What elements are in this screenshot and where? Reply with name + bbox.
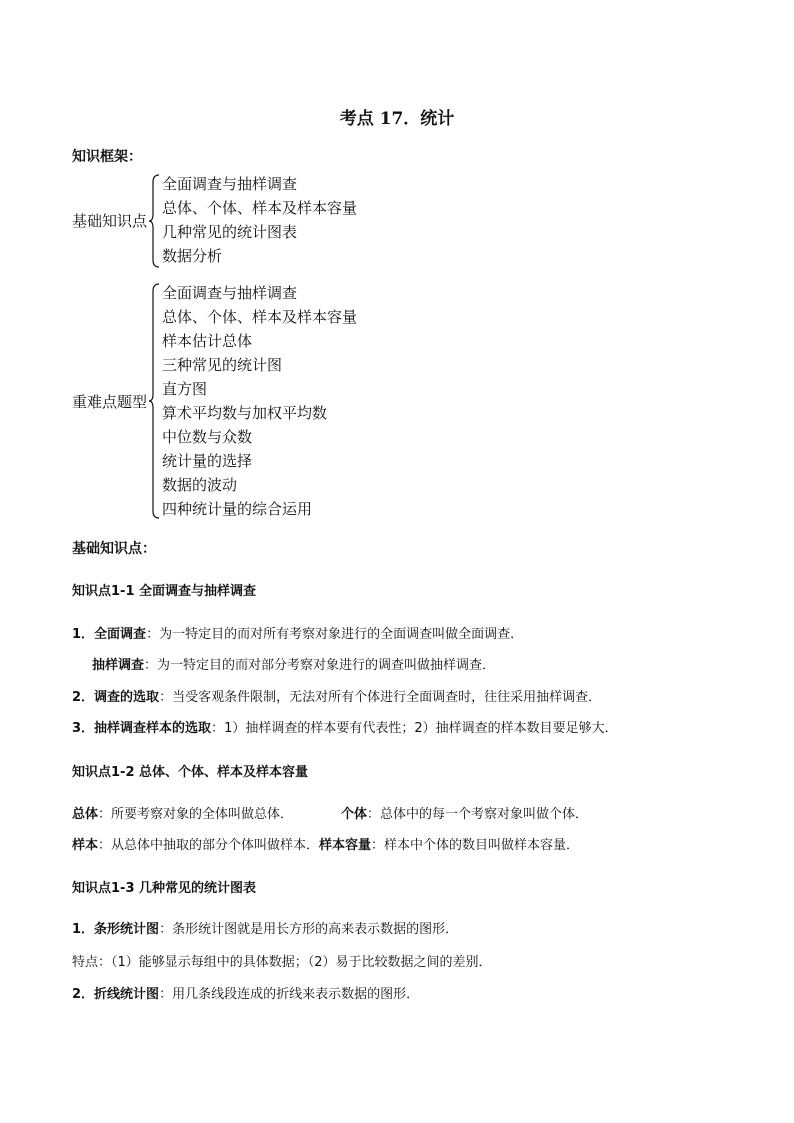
framework-heading: 知识框架：: [72, 149, 142, 165]
paragraph: 1．条形统计图：条形统计图就是用长方形的高来表示数据的图形．: [72, 922, 459, 937]
basic-brace-block: [72, 172, 472, 272]
curly-brace-icon: [148, 283, 160, 519]
paragraph: 样本：从总体中抽取的部分个体叫做样本．样本容量：样本中个体的数目叫做样本容量．: [72, 838, 580, 853]
term: 总体: [72, 807, 99, 822]
paragraph: 3．抽样调查样本的选取：1）抽样调查的样本要有代表性；2）抽样调查的样本数目要足够大．: [72, 721, 618, 736]
term: 条形统计图: [94, 922, 160, 937]
curly-brace-icon: [148, 174, 160, 268]
key-brace-block: [72, 281, 472, 525]
list-item: 三种常见的统计图: [162, 356, 283, 374]
paragraph: 1．全面调查：为一特定目的而对所有考察对象进行的全面调查叫做全面调查．: [72, 627, 524, 642]
section-heading-1-2: 知识点1-2 总体、个体、样本及样本容量: [72, 765, 309, 780]
paragraph: 2．折线统计图：用几条线段连成的折线来表示数据的图形．: [72, 987, 420, 1002]
list-item: 中位数与众数: [162, 428, 253, 446]
page-title: 考点 17．统计: [339, 109, 455, 129]
list-item: 四种统计量的综合运用: [162, 500, 313, 518]
key-brace-label: 重难点题型: [72, 393, 148, 411]
paragraph: 抽样调查：为一特定目的而对部分考察对象进行的调查叫做抽样调查．: [92, 658, 496, 673]
paragraph: 特点：（1）能够显示每组中的具体数据；（2）易于比较数据之间的差别．: [72, 955, 492, 970]
list-item: 样本估计总体: [162, 332, 253, 350]
basic-brace-label: 基础知识点: [72, 212, 148, 230]
basic-items-list: [162, 172, 357, 268]
list-item: 直方图: [162, 380, 208, 398]
section-heading-1-1: 知识点1-1 全面调查与抽样调查: [72, 584, 257, 599]
list-item: 总体、个体、样本及样本容量: [162, 199, 358, 217]
term: 全面调查: [94, 627, 147, 642]
list-item: 数据分析: [162, 247, 223, 265]
list-item: 全面调查与抽样调查: [162, 284, 298, 302]
list-item: 全面调查与抽样调查: [162, 175, 298, 193]
list-item: 算术平均数与加权平均数: [162, 404, 328, 422]
term: 样本: [72, 838, 99, 853]
list-item: 统计量的选择: [162, 452, 253, 470]
term: 调查的选取: [94, 690, 160, 705]
list-item: 几种常见的统计图表: [162, 223, 298, 241]
term: 抽样调查样本的选取: [94, 721, 212, 736]
term: 个体: [341, 807, 368, 822]
paragraph: 总体：所要考察对象的全体叫做总体． 个体：总体中的每一个考察对象叫做个体．: [72, 807, 589, 822]
term: 样本容量: [319, 838, 372, 853]
term: 折线统计图: [94, 987, 160, 1002]
list-item: 数据的波动: [162, 476, 238, 494]
term: 抽样调查: [92, 658, 145, 673]
section-heading-1-3: 知识点1-3 几种常见的统计图表: [72, 881, 257, 896]
paragraph: 2．调查的选取：当受客观条件限制，无法对所有个体进行全面调查时，往往采用抽样调查．: [72, 690, 602, 705]
list-item: 总体、个体、样本及样本容量: [162, 308, 358, 326]
basics-heading: 基础知识点：: [72, 541, 156, 557]
key-items-list: [162, 281, 357, 521]
